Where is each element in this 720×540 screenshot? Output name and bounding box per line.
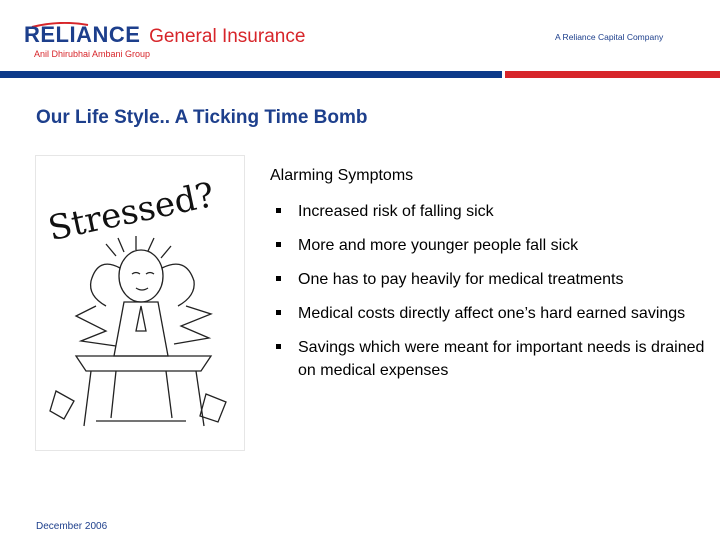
logo-division: General Insurance — [149, 26, 306, 47]
bullet-square-icon — [276, 276, 281, 281]
list-item — [276, 268, 706, 291]
footer-date: December 2006 — [36, 521, 108, 532]
logo-group: Anil Dhirubhai Ambani Group — [34, 49, 151, 59]
bullet-square-icon — [276, 310, 281, 315]
symptoms-heading: Alarming Symptoms — [270, 167, 414, 184]
cartoon-caption: Stressed? — [44, 175, 218, 250]
bullet-text: Medical costs directly affect one’s hard earned savings — [298, 305, 686, 322]
bullet-text: One has to pay heavily for medical treatments — [298, 271, 624, 288]
stressed-person-illustration — [36, 156, 244, 450]
logo-brand: RELIANCE — [24, 22, 141, 47]
stressed-cartoon-image — [35, 155, 245, 451]
bullet-square-icon — [276, 344, 281, 349]
company-logo — [24, 22, 324, 58]
symptoms-list — [276, 200, 706, 393]
header-bar-red — [505, 71, 720, 78]
bullet-text: Increased risk of falling sick — [298, 203, 494, 220]
logo-wordmark — [24, 22, 305, 48]
list-item — [276, 302, 706, 325]
bullet-text: Savings which were meant for important needs is drained on medical expenses — [298, 339, 705, 379]
slide-title: Our Life Style.. A Ticking Time Bomb — [36, 107, 368, 128]
bullet-text: More and more younger people fall sick — [298, 237, 579, 254]
list-item — [276, 234, 706, 257]
list-item — [276, 336, 706, 382]
bullet-square-icon — [276, 242, 281, 247]
company-tagline: A Reliance Capital Company — [555, 32, 664, 42]
header-bar-blue — [0, 71, 502, 78]
bullet-square-icon — [276, 208, 281, 213]
list-item — [276, 200, 706, 223]
